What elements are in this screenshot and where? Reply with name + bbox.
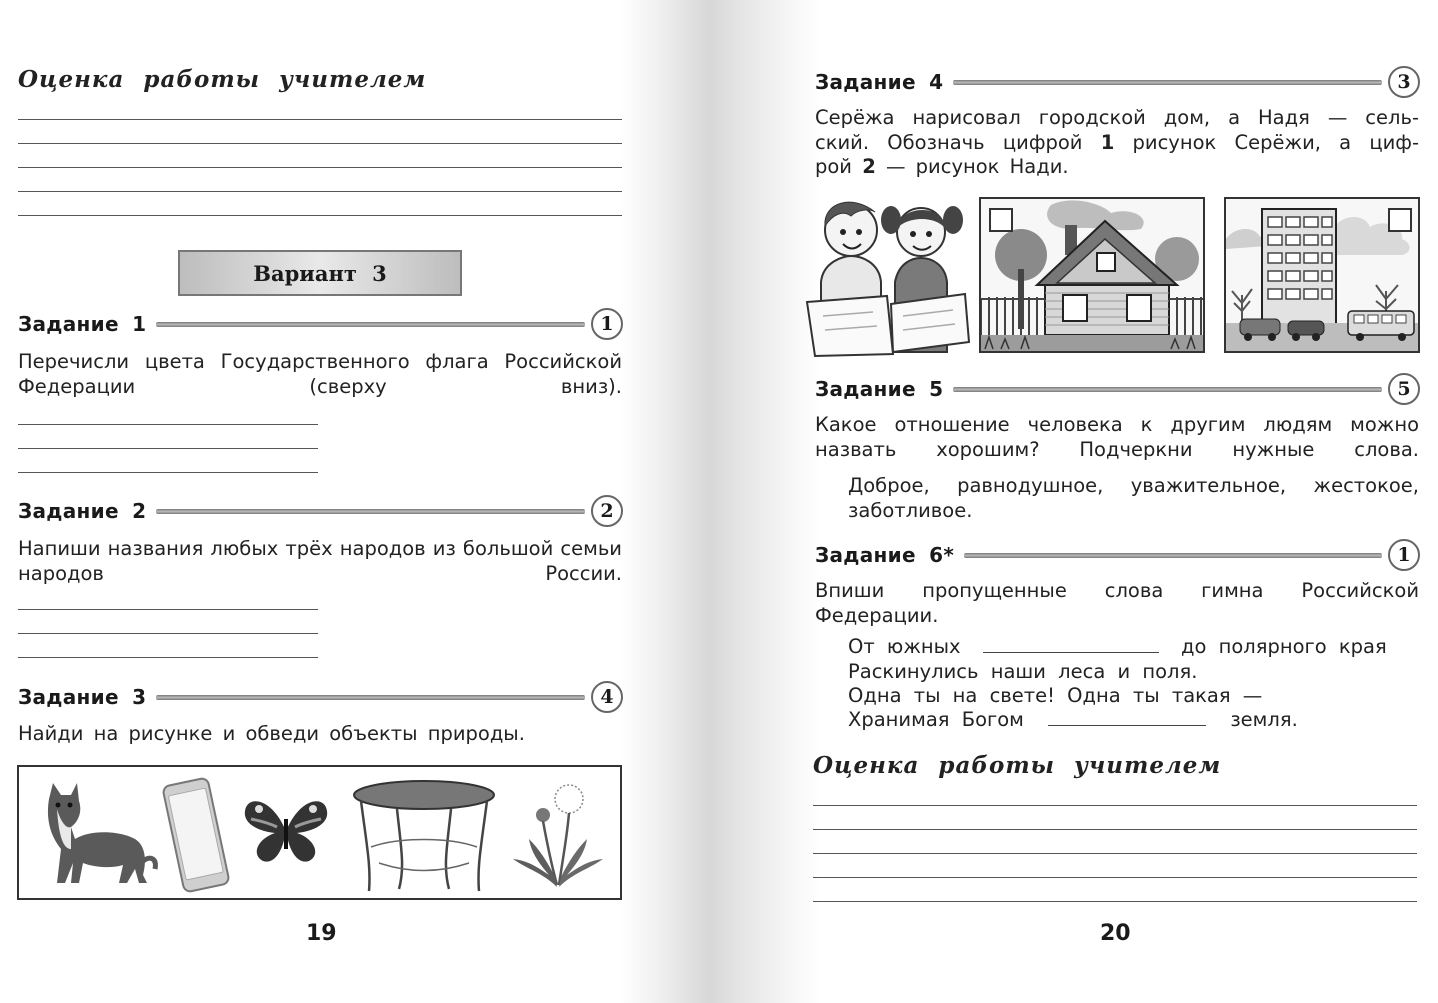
city-building-picture (1224, 197, 1420, 353)
village-house-icon (981, 199, 1203, 351)
task5-header (815, 372, 1420, 406)
task6-label: Задание 6* (815, 543, 955, 567)
anthem-line-4-end: земля. (1230, 708, 1298, 731)
anthem-line-1 (848, 634, 1420, 659)
answer-line (18, 191, 622, 192)
anthem-line-2: Раскинулись наши леса и поля. (848, 660, 1198, 683)
task4-number-1: 1 (1100, 131, 1115, 154)
left-page-number: 19 (306, 921, 337, 946)
anthem-line-1-end: до полярного края (1180, 635, 1387, 658)
task5-points-badge: 5 (1388, 373, 1420, 405)
task4-line3-end: — рисунок Нади. (885, 155, 1069, 178)
task4-line1: Серёжа нарисовал городской дом, а Надя — сель- (815, 106, 1419, 129)
right-assessment-title: Оценка работы учителем (813, 752, 1222, 779)
anthem-line-3: Одна ты на свете! Одна ты такая — (848, 684, 1263, 707)
task4-line2 (815, 130, 1419, 155)
book-gutter (620, 0, 820, 1003)
task4-points-badge: 3 (1388, 66, 1420, 98)
answer-line (813, 877, 1417, 878)
answer-line (18, 609, 318, 610)
task4-label: Задание 4 (815, 70, 944, 94)
butterfly-icon (241, 789, 331, 869)
task6-divider (964, 553, 1382, 558)
smartphone-icon (161, 775, 231, 895)
task4-number-2: 2 (862, 155, 876, 178)
task3-picture-strip (17, 765, 622, 900)
answer-line (813, 901, 1417, 902)
anthem-line-4-start: Хранимая Богом (848, 708, 1024, 731)
answer-line (813, 829, 1417, 830)
answer-line (813, 805, 1417, 806)
anthem-blank-1[interactable] (983, 634, 1159, 653)
task4-header (815, 65, 1420, 99)
task1-header (18, 307, 623, 341)
task4-divider (953, 80, 1382, 85)
task6-points-badge: 1 (1388, 539, 1420, 571)
answer-line (813, 853, 1417, 854)
task5-options: Доброе, равнодушное, уважительное, жестокое, заботливое. (848, 474, 1419, 522)
anthem-line-1-start: От южных (848, 635, 961, 658)
left-assessment-title: Оценка работы учителем (18, 66, 427, 93)
answer-line (18, 448, 318, 449)
task2-text: Напиши названия любых трёх народов из большой семьи народов России. (18, 537, 622, 585)
task1-label: Задание 1 (18, 312, 147, 336)
task2-points-badge: 2 (591, 495, 623, 527)
task6-header (815, 538, 1420, 572)
village-house-picture (979, 197, 1205, 353)
task6-text: Впиши пропущенные слова гимна Российской Федерации. (815, 579, 1419, 627)
cat-icon (31, 779, 161, 889)
task5-label: Задание 5 (815, 377, 944, 401)
task2-divider (156, 509, 585, 514)
task3-divider (156, 695, 585, 700)
answer-line (18, 215, 622, 216)
right-page-number: 20 (1100, 921, 1131, 946)
answer-line (18, 119, 622, 120)
dandelion-icon (503, 777, 613, 895)
house-answer-box-2[interactable] (1388, 208, 1412, 232)
task3-points-badge: 4 (591, 681, 623, 713)
task4-line3-start: рой (815, 155, 852, 178)
task3-header (18, 680, 623, 714)
task1-text: Перечисли цвета Государственного флага Российской Федерации (сверху вниз). (18, 350, 622, 398)
task4-line2-start: ский. Обозначь цифрой (815, 131, 1083, 154)
house-answer-box-1[interactable] (989, 208, 1013, 232)
task2-header (18, 494, 623, 528)
answer-line (18, 143, 622, 144)
variant-banner (178, 250, 462, 296)
answer-line (18, 657, 318, 658)
variant-label: Вариант 3 (253, 260, 387, 286)
answer-line (18, 424, 318, 425)
task4-line3 (815, 154, 1419, 179)
answer-line (18, 167, 622, 168)
task5-divider (953, 387, 1382, 392)
table-icon (349, 777, 499, 895)
anthem-blank-2[interactable] (1048, 707, 1206, 726)
anthem-line-4 (848, 707, 1420, 732)
answer-line (18, 472, 318, 473)
children-with-map-illustration (803, 192, 973, 360)
task5-text: Какое отношение человека к другим людям можно назвать хорошим? Подчеркни нужные слова. (815, 413, 1419, 461)
task4-line2-end: рисунок Серёжи, а циф- (1132, 131, 1420, 154)
task1-divider (156, 322, 585, 327)
answer-line (18, 633, 318, 634)
task3-text: Найди на рисунке и обведи объекты природы. (18, 722, 525, 745)
task3-label: Задание 3 (18, 685, 147, 709)
task2-label: Задание 2 (18, 499, 147, 523)
task1-points-badge: 1 (591, 308, 623, 340)
